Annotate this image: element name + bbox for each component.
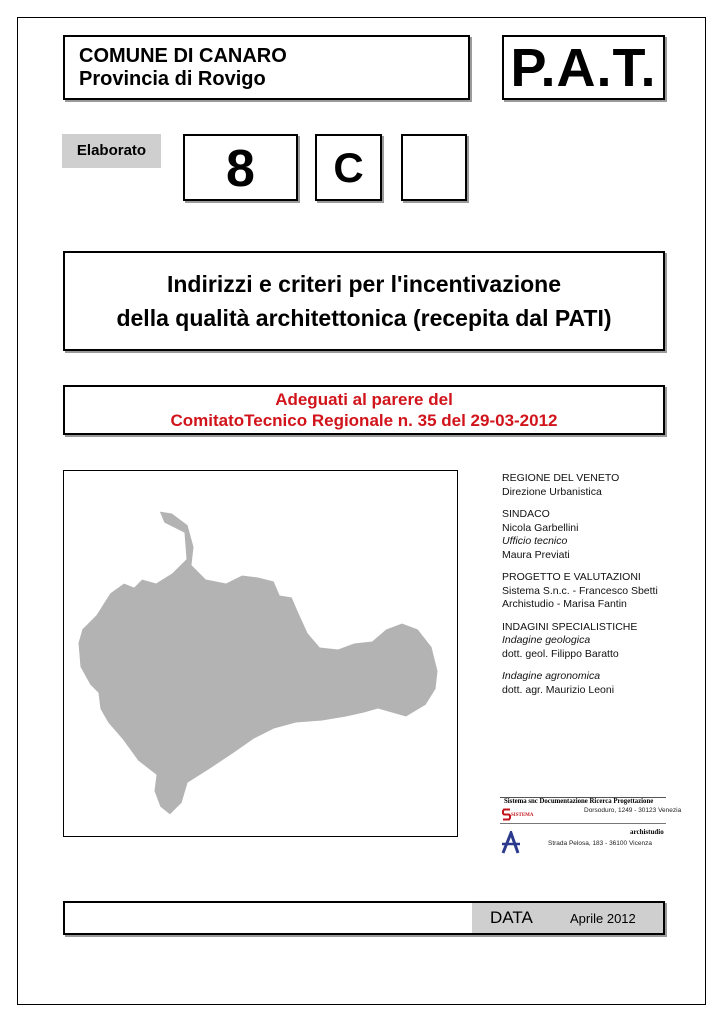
elaborato-letter: C bbox=[315, 134, 382, 201]
sistema-address: Dorsoduro, 1249 - 30123 Venezia bbox=[584, 807, 682, 814]
plan-code-box bbox=[502, 35, 665, 100]
sistema-logo-icon bbox=[502, 808, 511, 821]
credit-progetto-label: PROGETTO E VALUTAZIONI bbox=[502, 571, 641, 583]
studio-logos bbox=[500, 797, 682, 863]
credit-sindaco-name: Nicola Garbellini bbox=[502, 521, 579, 534]
credit-agronomica-label: Indagine agronomica bbox=[502, 670, 601, 682]
title-line-2: della qualità architettonica (recepita dal PATI) bbox=[116, 305, 612, 331]
municipality-shape-svg bbox=[64, 471, 459, 838]
credit-ufficio-name: Maura Previati bbox=[502, 548, 570, 561]
archistudio-address: Strada Pelosa, 183 - 36100 Vicenza bbox=[548, 840, 652, 847]
date-bar bbox=[63, 901, 665, 935]
credit-agronomica-name: dott. agr. Maurizio Leoni bbox=[502, 683, 615, 696]
comune-box bbox=[63, 35, 470, 100]
comune-name: COMUNE DI CANARO bbox=[79, 45, 287, 67]
municipality-outline bbox=[78, 511, 438, 815]
credit-geologica-name: dott. geol. Filippo Baratto bbox=[502, 647, 619, 660]
adeguamento-line-2: ComitatoTecnico Regionale n. 35 del 29-03-2012 bbox=[170, 411, 558, 430]
title-line-1: Indirizzi e criteri per l'incentivazione bbox=[166, 271, 562, 297]
credit-indagini-label: INDAGINI SPECIALISTICHE bbox=[502, 620, 638, 633]
credits-block bbox=[502, 472, 702, 697]
sistema-name: SISTEMA bbox=[511, 813, 534, 818]
document-title bbox=[63, 251, 665, 351]
elaborato-label: Elaborato bbox=[62, 134, 161, 168]
date-value: Aprile 2012 bbox=[570, 911, 636, 926]
adeguamento-box bbox=[63, 385, 665, 435]
date-label: DATA bbox=[490, 908, 533, 927]
credit-ufficio-label: Ufficio tecnico bbox=[502, 535, 568, 547]
plan-code: P.A.T. bbox=[510, 38, 657, 98]
credit-regione: REGIONE DEL VENETO bbox=[502, 472, 620, 484]
credit-geologica-label: Indagine geologica bbox=[502, 634, 591, 646]
elaborato-number: 8 bbox=[183, 134, 298, 201]
municipality-map bbox=[63, 470, 458, 837]
credit-progetto-2: Archistudio - Marisa Fantin bbox=[502, 598, 627, 610]
credit-progetto-1: Sistema S.n.c. - Francesco Sbetti bbox=[502, 584, 658, 597]
adeguamento-line-1: Adeguati al parere del bbox=[275, 390, 453, 409]
credit-sindaco-label: SINDACO bbox=[502, 508, 550, 520]
credit-direzione: Direzione Urbanistica bbox=[502, 485, 602, 498]
archistudio-logo-icon bbox=[501, 831, 521, 855]
archistudio-name: archistudio bbox=[630, 828, 664, 836]
elaborato-extra bbox=[401, 134, 467, 201]
provincia-name: Provincia di Rovigo bbox=[79, 68, 266, 90]
sistema-header: Sistema snc Documentazione Ricerca Progettazione bbox=[504, 798, 654, 805]
